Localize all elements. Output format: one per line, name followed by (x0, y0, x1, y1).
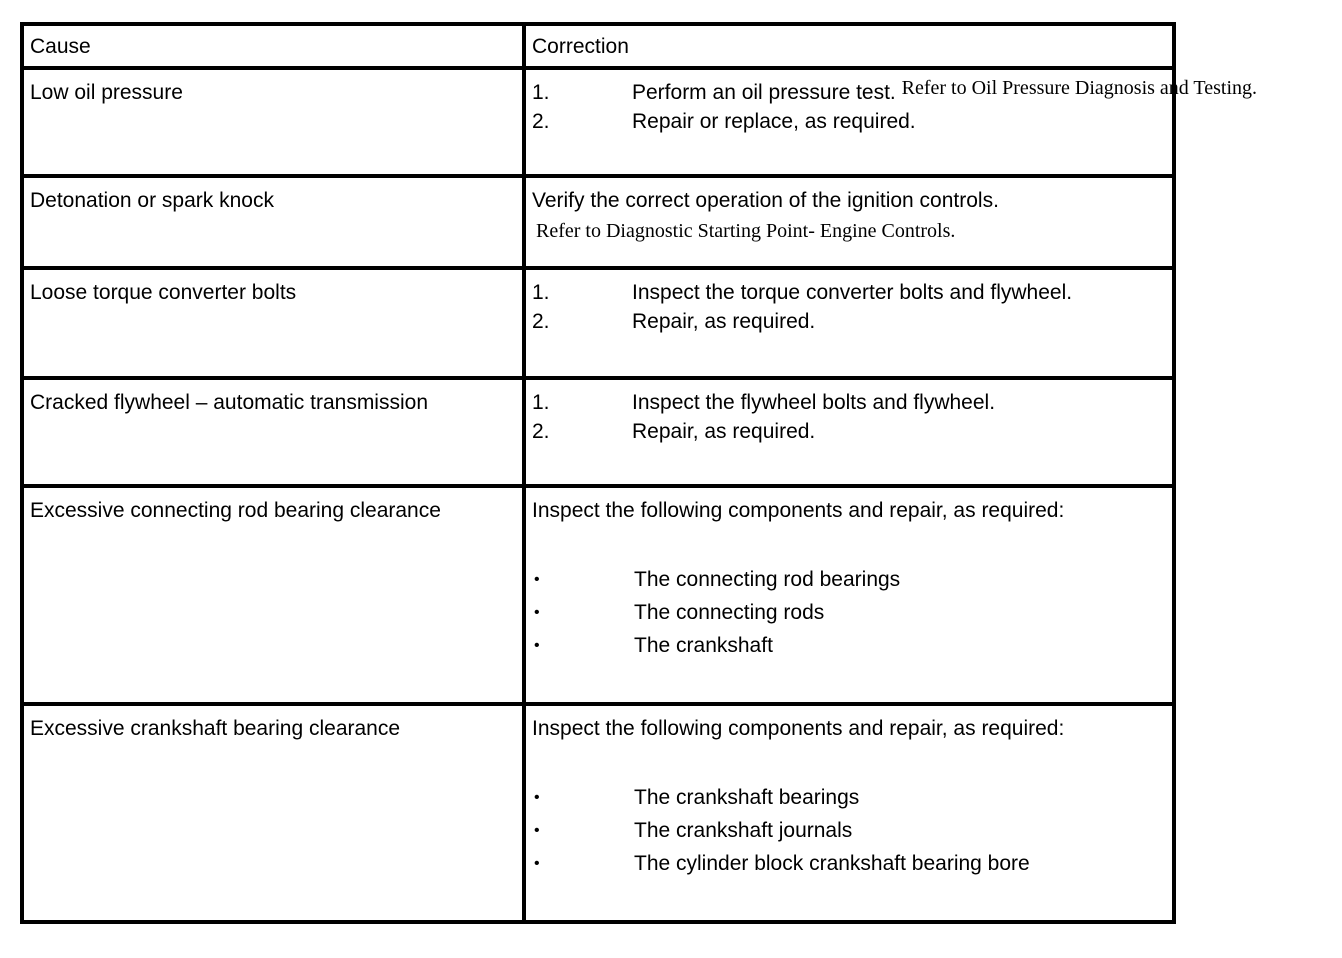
reference-text: Refer to Diagnostic Starting Point- Engine Controls. (536, 220, 956, 242)
bullet-icon: • (534, 637, 540, 654)
step-text: Repair or replace, as required. (632, 110, 916, 133)
bullet-item (532, 631, 1166, 660)
correction-intro: Inspect the following components and repair, as required: (532, 717, 1065, 740)
step-item (532, 107, 1166, 136)
bullet-item (532, 565, 1166, 594)
step-text: Perform an oil pressure test. (632, 81, 896, 104)
step-item (532, 77, 1258, 107)
bullet-text: The crankshaft bearings (634, 786, 860, 809)
bullet-item (532, 816, 1166, 845)
header-correction: Correction (524, 24, 1174, 68)
step-number: 2. (532, 310, 550, 333)
step-number: 1. (532, 281, 550, 304)
bullet-icon: • (534, 604, 540, 621)
table-row (22, 704, 1174, 922)
step-number: 2. (532, 420, 550, 443)
correction-cell (524, 486, 1174, 704)
table-row (22, 268, 1174, 378)
diagnostic-table-container (20, 22, 1258, 924)
step-item (532, 307, 1166, 336)
bullet-text: The crankshaft (634, 634, 773, 657)
diagnostic-table (20, 22, 1258, 924)
table-row (22, 486, 1174, 704)
header-row (22, 24, 1174, 68)
bullet-item (532, 849, 1166, 878)
correction-cell (524, 68, 1258, 176)
bullet-text: The connecting rod bearings (634, 568, 901, 591)
step-text: Repair, as required. (632, 420, 816, 443)
step-text: Repair, as required. (632, 310, 816, 333)
cause-cell: Excessive connecting rod bearing clearance (22, 486, 524, 704)
bullet-icon: • (534, 855, 540, 872)
bullet-text: The crankshaft journals (634, 819, 853, 842)
cause-cell: Excessive crankshaft bearing clearance (22, 704, 524, 922)
step-item (532, 388, 1166, 417)
bullet-icon: • (534, 789, 540, 806)
step-item (532, 417, 1166, 446)
bullet-icon: • (534, 822, 540, 839)
header-cause: Cause (22, 24, 524, 68)
table-row (22, 378, 1174, 486)
step-number: 2. (532, 110, 550, 133)
step-text: Inspect the torque converter bolts and flywheel. (632, 281, 1073, 304)
bullet-item (532, 598, 1166, 627)
correction-cell (524, 704, 1174, 922)
step-item (532, 278, 1166, 307)
cause-cell: Cracked flywheel – automatic transmission (22, 378, 524, 486)
correction-text: Verify the correct operation of the ignition controls. (532, 189, 999, 212)
correction-cell (524, 176, 1174, 268)
correction-cell (524, 268, 1174, 378)
correction-cell (524, 378, 1174, 486)
correction-intro: Inspect the following components and repair, as required: (532, 499, 1065, 522)
bullet-text: The connecting rods (634, 601, 825, 624)
step-number: 1. (532, 81, 550, 104)
table-row (22, 176, 1174, 268)
step-text-group (632, 78, 1342, 107)
cause-cell: Low oil pressure (22, 68, 524, 176)
bullet-item (532, 783, 1166, 812)
step-number: 1. (532, 391, 550, 414)
reference-text: Refer to Oil Pressure Diagnosis and Testing. (901, 77, 1258, 99)
step-text: Inspect the flywheel bolts and flywheel. (632, 391, 996, 414)
cause-cell: Loose torque converter bolts (22, 268, 524, 378)
cause-cell: Detonation or spark knock (22, 176, 524, 268)
bullet-icon: • (534, 571, 540, 588)
bullet-text: The cylinder block crankshaft bearing bore (634, 852, 1030, 875)
table-row (22, 68, 1174, 176)
